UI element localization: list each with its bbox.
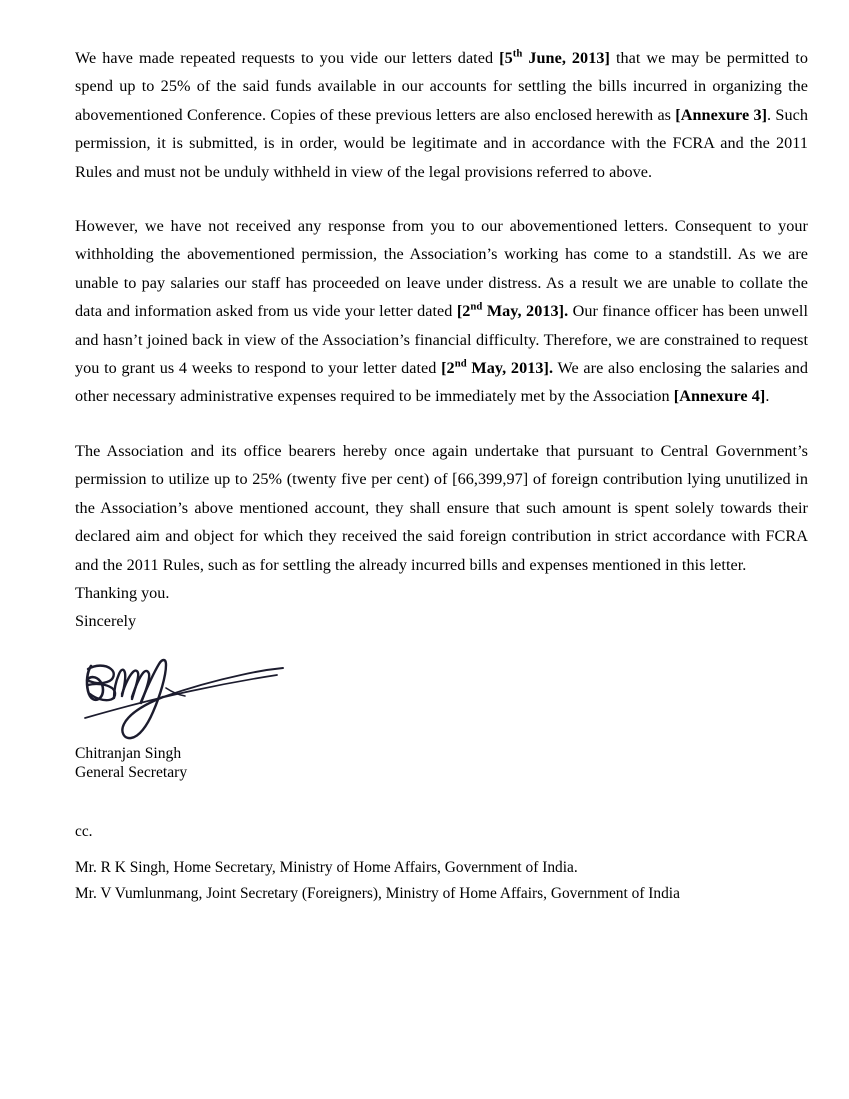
body-text: We have made repeated requests to you vide our letters dated bbox=[75, 49, 500, 67]
cc-recipient: Mr. V Vumlunmang, Joint Secretary (Foreigners), Ministry of Home Affairs, Government of India bbox=[75, 885, 680, 903]
emphasised-text: [5 bbox=[499, 49, 513, 67]
ordinal-suffix: nd bbox=[470, 300, 483, 313]
cc-section bbox=[75, 819, 808, 908]
body-text: Our finance officer has been unwell and hasn’t joined back in view of the Association’s financial difficulty. Therefore, we are constrained to request you to grant us 4 weeks to respond to your letter dated bbox=[75, 302, 808, 378]
signer-name: Chitranjan Singh bbox=[75, 744, 182, 762]
paragraph-3 bbox=[75, 437, 808, 579]
body-text: . Such permission, it is submitted, is in order, would be legitimate and in accordance with the FCRA and the 2011 Rules and must not be unduly withheld in view of the legal provisions referred to above. bbox=[75, 105, 808, 181]
emphasised-text: May, 2013]. bbox=[466, 359, 554, 378]
signature-image bbox=[75, 652, 808, 744]
cc-label: cc. bbox=[75, 822, 93, 840]
emphasised-text: May, 2013]. bbox=[482, 302, 569, 321]
body-text: . bbox=[765, 387, 770, 406]
emphasised-text: [2 bbox=[456, 302, 471, 321]
emphasised-text: [Annexure 3] bbox=[675, 105, 768, 124]
body-text: However, we have not received any response from you to our abovementioned letters. Consequent to your withholding the abovementioned permission, the Association’s working has come to a standstill. As we are unable to pay salaries our staff has proceeded on leave under distress. As a result we are unable to collate the data and information asked from us vide your letter dated bbox=[75, 217, 808, 321]
paragraph-2 bbox=[75, 212, 808, 411]
valediction-line: Sincerely bbox=[75, 612, 137, 631]
emphasised-text: June, 2013] bbox=[522, 49, 610, 67]
body-text: that we may be permitted to spend up to 25% of the said funds available in our accounts for settling the bills incurred in organizing the abovementioned Conference. Copies of these previous letters are also enclosed herewith as bbox=[75, 49, 808, 124]
paragraph-1 bbox=[75, 44, 808, 186]
body-text: The Association and its office bearers hereby once again undertake that pursuant to Central Government’s permission to utilize up to 25% (twenty five per cent) of [66,399,97] of foreign contribution lying unutilized in the Association’s above mentioned account, they shall ensure that such amount is spent solely towards their declared aim and object for which they received the said foreign contribution in strict accordance with FCRA and the 2011 Rules, such as for settling the already incurred bills and expenses mentioned in this letter. bbox=[75, 441, 808, 574]
ordinal-suffix: nd bbox=[454, 357, 467, 370]
signer-title: General Secretary bbox=[75, 764, 188, 782]
body-text: We are also enclosing the salaries and other necessary administrative expenses required to be immediately met by the Association bbox=[75, 359, 808, 406]
emphasised-text: [Annexure 4] bbox=[673, 387, 766, 406]
emphasised-text: [2 bbox=[441, 359, 455, 378]
letter-body bbox=[75, 44, 808, 908]
cc-recipient: Mr. R K Singh, Home Secretary, Ministry of Home Affairs, Government of India. bbox=[75, 858, 578, 876]
ordinal-suffix: th bbox=[512, 47, 523, 60]
thanking-line: Thanking you. bbox=[75, 583, 170, 602]
